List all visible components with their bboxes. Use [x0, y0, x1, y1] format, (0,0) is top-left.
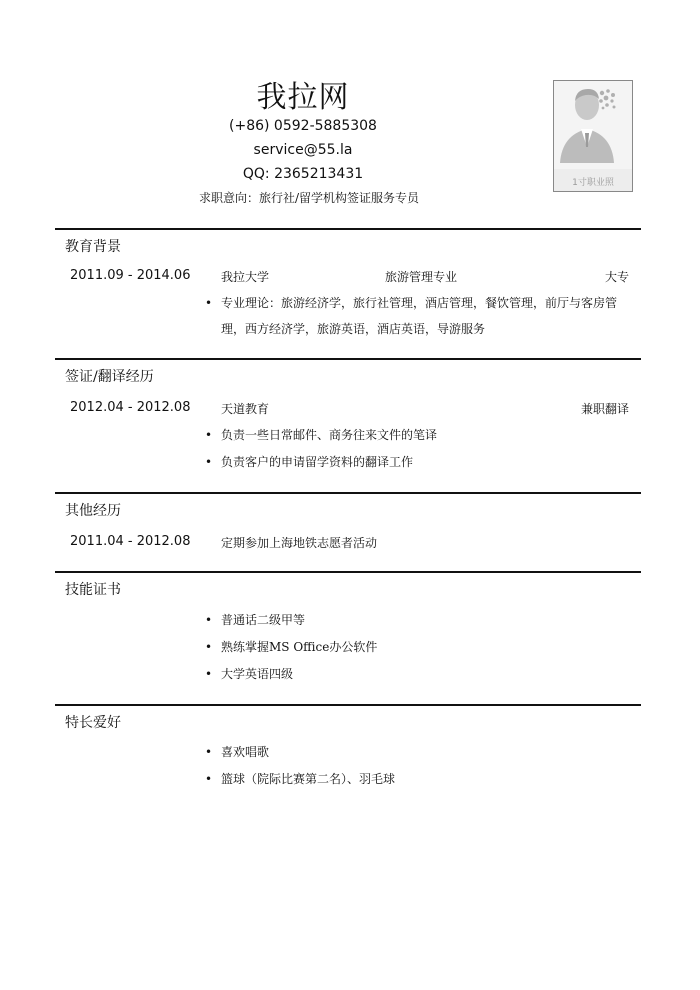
job-intent: 求职意向：旅行社/留学机构签证服务专员	[198, 191, 420, 205]
list-item: • 喜欢唱歌	[205, 739, 635, 765]
list-item: • 专业理论：旅游经济学，旅行社管理，酒店管理，餐饮管理，前厅与客房管理，西方经济学，旅游英语，酒店英语，导游服务	[205, 290, 635, 342]
organization-name: 天道教育	[221, 402, 270, 416]
section-title: 其他经历	[65, 503, 121, 519]
list-item: • 负责客户的申请留学资料的翻译工作	[205, 449, 635, 475]
section-hobbies	[55, 704, 641, 786]
section-visa-translation	[55, 358, 641, 469]
list-item: • 普通话二级甲等	[205, 607, 635, 633]
section-education	[55, 228, 641, 336]
section-title: 签证/翻译经历	[65, 369, 154, 385]
bullet-icon: •	[205, 455, 213, 469]
major-name: 旅游管理专业	[385, 270, 458, 284]
photo-caption: 1寸职业照	[572, 178, 614, 188]
candidate-name: 我拉网	[256, 80, 350, 115]
bullet-icon: •	[205, 296, 213, 310]
qq-number: QQ: 2365213431	[242, 166, 364, 182]
section-divider	[55, 704, 641, 706]
section-skills	[55, 571, 641, 681]
experience-date: 2012.04 - 2012.08	[70, 400, 191, 415]
section-title: 技能证书	[65, 582, 121, 598]
section-divider	[55, 358, 641, 360]
section-other-experience	[55, 492, 641, 550]
phone-number: (+86) 0592-5885308	[229, 118, 377, 134]
bullet-icon: •	[205, 640, 213, 654]
list-item: • 大学英语四级	[205, 661, 635, 687]
section-divider	[55, 571, 641, 573]
education-date: 2011.09 - 2014.06	[70, 268, 191, 283]
job-role: 兼职翻译	[580, 402, 629, 416]
profile-photo	[553, 80, 633, 192]
email-address: service@55.la	[253, 142, 353, 158]
section-title: 教育背景	[65, 239, 121, 255]
bullet-icon: •	[205, 613, 213, 627]
degree: 大专	[604, 270, 629, 284]
section-divider	[55, 492, 641, 494]
school-name: 我拉大学	[221, 270, 270, 284]
experience-date: 2011.04 - 2012.08	[70, 534, 191, 549]
list-item: • 负责一些日常邮件、商务往来文件的笔译	[205, 422, 635, 448]
experience-description: 定期参加上海地铁志愿者活动	[221, 536, 378, 550]
bullet-icon: •	[205, 667, 213, 681]
list-item: • 熟练掌握MS Office办公软件	[205, 634, 635, 660]
bullet-icon: •	[205, 428, 213, 442]
section-title: 特长爱好	[65, 715, 121, 731]
list-item: • 篮球（院际比赛第二名）、羽毛球	[205, 766, 635, 792]
bullet-icon: •	[205, 745, 213, 759]
section-divider	[55, 228, 641, 230]
bullet-icon: •	[205, 772, 213, 786]
person-silhouette-icon	[554, 81, 632, 191]
